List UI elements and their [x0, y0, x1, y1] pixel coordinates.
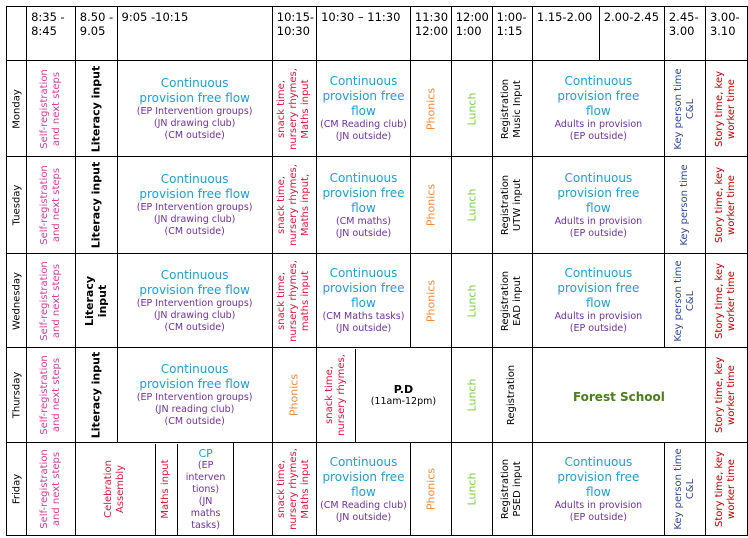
continuous-provision-cell: Continuous provision free flow (EP Intervention groups) (JN drawing club) (CM outside) — [117, 61, 272, 157]
time-header: 10:15-10:30 — [272, 7, 316, 61]
time-header: 2.00-2.45 — [599, 7, 664, 61]
continuous-provision-cell: Continuous provision free flow (CM Reading club) (JN outside) — [317, 443, 411, 536]
story-time-cell: Story time, key worker time — [705, 443, 747, 536]
snack-cell: snack time, nursery rhymes, — [317, 349, 356, 442]
pd-cell: P.D (11am-12pm) — [370, 383, 437, 407]
day-label: Thursday — [7, 348, 27, 443]
snack-cell: snack time, nursery rhymes, Maths input — [272, 443, 316, 536]
time-header: 10:30 – 11:30 — [317, 7, 411, 61]
self-registration-cell: Self-registration and next steps — [27, 443, 76, 536]
self-registration-cell: Self-registration and next steps — [27, 348, 76, 443]
day-row-friday — [7, 443, 748, 536]
self-registration-cell: Self-registration and next steps — [27, 61, 76, 157]
snack-pd-cell — [317, 348, 452, 443]
celebration-cell: Celebration Assembly — [76, 444, 156, 535]
day-label: Tuesday — [7, 157, 27, 254]
lunch-cell: Lunch — [451, 61, 492, 157]
literacy-cell: Literacy input — [75, 157, 117, 254]
day-label: Monday — [7, 61, 27, 157]
lunch-cell: Lunch — [451, 348, 492, 443]
spacer-cell — [234, 443, 272, 536]
lunch-cell: Lunch — [451, 254, 492, 348]
story-time-cell: Story time, key worker time — [705, 61, 747, 157]
story-time-cell: Story time, key worker time — [705, 157, 747, 254]
time-header: 12:00 1:00 — [451, 7, 492, 61]
registration-cell: Registration PSED input — [492, 443, 532, 536]
time-header: 8:35 - 8:45 — [27, 7, 76, 61]
time-header: 1:00-1:15 — [492, 7, 532, 61]
day-row-tuesday — [7, 157, 748, 254]
time-header: 9:05 -10:15 — [117, 7, 272, 61]
lunch-cell: Lunch — [451, 157, 492, 254]
literacy-cell: Literacy input — [75, 61, 117, 157]
registration-cell: Registration UTW input — [492, 157, 532, 254]
continuous-provision-cell: Continuous provision free flow Adults in provision (EP outside) — [532, 443, 664, 536]
continuous-provision-cell: Continuous provision free flow (EP Intervention groups) (JN reading club) (CM outside) — [117, 348, 272, 443]
registration-cell: Registration Music Input — [492, 61, 532, 157]
story-time-cell: Story time, key worker time — [705, 254, 747, 348]
time-header: 8.50 - 9.05 — [75, 7, 117, 61]
snack-cell: snack time, nursery rhymes, maths input — [272, 254, 316, 348]
day-label: Wednesday — [7, 254, 27, 348]
lunch-cell: Lunch — [451, 443, 492, 536]
header-row — [7, 7, 748, 61]
maths-input-cell: Maths input — [156, 444, 178, 535]
continuous-provision-cell: Continuous provision free flow (CM maths) (JN outside) — [317, 157, 411, 254]
phonics-cell: Phonics — [410, 61, 451, 157]
snack-cell: snack time, nursery rhymes, Maths input — [272, 61, 316, 157]
corner-cell — [7, 7, 27, 61]
self-registration-cell: Self-registration and next steps — [27, 157, 76, 254]
continuous-provision-cell: Continuous provision free flow Adults in provision (EP outside) — [532, 157, 664, 254]
time-header: 2.45-3.00 — [664, 7, 705, 61]
time-header: 11:30 12:00 — [410, 7, 451, 61]
day-label: Friday — [7, 443, 27, 536]
continuous-provision-cell: Continuous provision free flow Adults in provision (EP outside) — [532, 254, 664, 348]
time-header: 3.00-3.10 — [705, 7, 747, 61]
phonics-cell: Phonics — [410, 443, 451, 536]
day-row-wednesday — [7, 254, 748, 348]
day-row-thursday — [7, 348, 748, 443]
day-row-monday — [7, 61, 748, 157]
key-person-cell: Key person time C&L — [664, 443, 705, 536]
continuous-provision-cell: Continuous provision free flow (CM Maths tasks) (JN outside) — [317, 254, 411, 348]
phonics-cell: Phonics — [410, 157, 451, 254]
registration-cell: Registration EAD input — [492, 254, 532, 348]
literacy-cell: Literacy input — [75, 254, 117, 348]
literacy-cell: Literacy input — [75, 348, 117, 443]
snack-cell: snack time, nursery rhymes, Maths input, — [272, 157, 316, 254]
continuous-provision-cell: Continuous provision free flow Adults in provision (EP outside) — [532, 61, 664, 157]
continuous-provision-cell: Continuous provision free flow (EP Intervention groups) (JN drawing club) (CM outside) — [117, 157, 272, 254]
registration-cell: Registration — [492, 348, 532, 443]
forest-school-cell: Forest School — [532, 348, 705, 443]
key-person-cell: Key person time C&L — [664, 61, 705, 157]
self-registration-cell: Self-registration and next steps — [27, 254, 76, 348]
friday-morning-cell — [75, 443, 234, 536]
phonics-cell: Phonics — [410, 254, 451, 348]
phonics-cell: Phonics — [272, 348, 316, 443]
key-person-cell: Key person time C&L — [664, 254, 705, 348]
key-person-cell: Key person time — [664, 157, 705, 254]
time-header: 1.15-2.00 — [532, 7, 599, 61]
story-time-cell: Story time, key worker time — [705, 348, 747, 443]
timetable — [6, 6, 748, 536]
continuous-provision-cell: Continuous provision free flow (EP Intervention groups) (JN drawing club) (CM outside) — [117, 254, 272, 348]
continuous-provision-cell: Continuous provision free flow (CM Reading club) (JN outside) — [317, 61, 411, 157]
cp-cell: CP (EP interven tions) (JN maths tasks) — [185, 446, 226, 531]
